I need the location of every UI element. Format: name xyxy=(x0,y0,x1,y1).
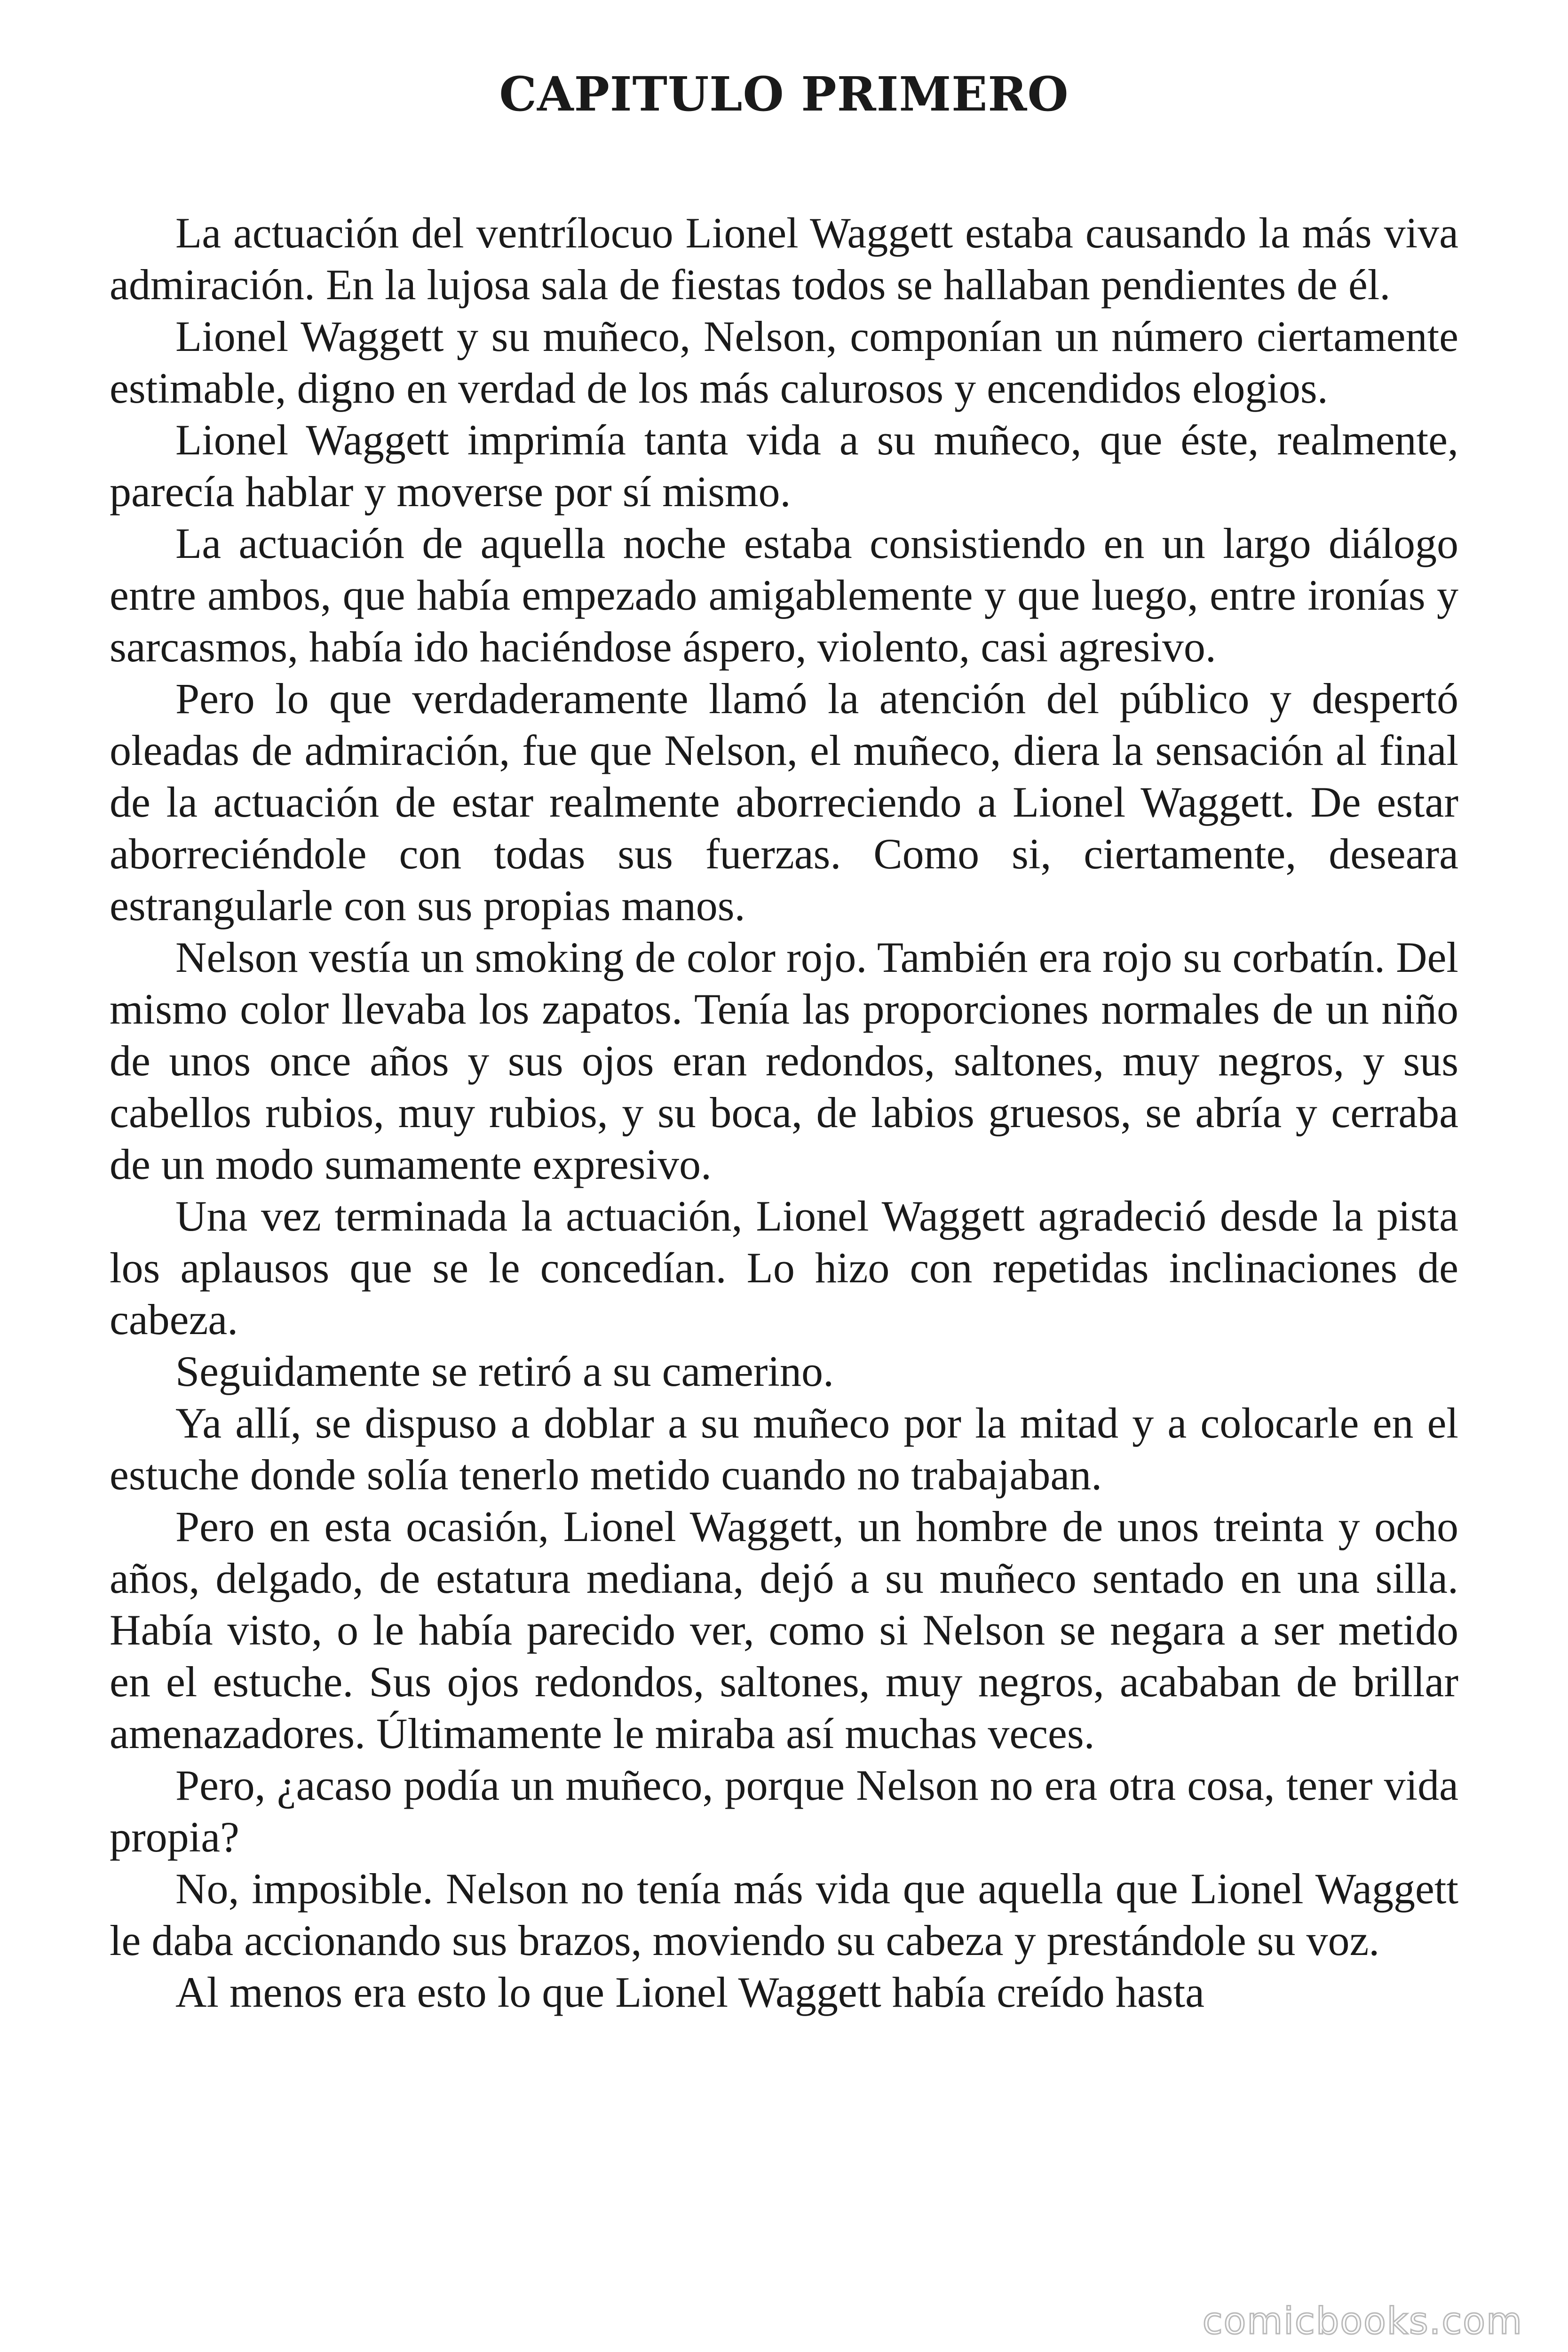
paragraph: No, imposible. Nelson no tenía más vida que aquella que Lionel Waggett le daba accionando sus brazos, moviendo su cabeza y prestándole su voz. xyxy=(110,1865,1458,1964)
watermark-logo: comicbooks.com xyxy=(1202,2300,1523,2343)
paragraph: Ya allí, se dispuso a doblar a su muñeco por la mitad y a colocarle en el estuche donde solía tenerlo metido cuando no trabajaban. xyxy=(110,1399,1458,1499)
paragraph: Seguidamente se retiró a su camerino. xyxy=(175,1347,834,1395)
paragraph: La actuación de aquella noche estaba consistiendo en un largo diálogo entre ambos, que había empezado amigablemente y que luego, entre ironías y sarcasmos, había ido haciéndose áspero, violento, casi agresivo. xyxy=(110,519,1458,671)
paragraph: Pero, ¿acaso podía un muñeco, porque Nelson no era otra cosa, tener vida propia? xyxy=(110,1761,1458,1861)
paragraph: Pero lo que verdaderamente llamó la atención del público y despertó oleadas de admiración, fue que Nelson, el muñeco, diera la sensación al final de la actuación de estar realmente aborreciendo a Lionel Waggett. De estar aborreciéndole con todas sus fuerzas. Como si, ciertamente, deseara estrangularle con sus propias manos. xyxy=(110,675,1458,930)
chapter-body xyxy=(110,207,1458,2018)
paragraph: Nelson vestía un smoking de color rojo. También era rojo su corbatín. Del mismo color llevaba los zapatos. Tenía las proporciones normales de un niño de unos once años y sus ojos eran redondos, saltones, muy negros, y sus cabellos rubios, muy rubios, y su boca, de labios gruesos, se abría y cerraba de un modo sumamente expresivo. xyxy=(110,933,1458,1188)
paragraph: Pero en esta ocasión, Lionel Waggett, un hombre de unos treinta y ocho años, delgado, de estatura mediana, dejó a su muñeco sentado en una silla. Había visto, o le había parecido ver, como si Nelson se negara a ser metido en el estuche. Sus ojos redondos, saltones, muy negros, acababan de brillar amenazadores. Últimamente le miraba así muchas veces. xyxy=(110,1502,1458,1757)
paragraph: Una vez terminada la actuación, Lionel Waggett agradeció desde la pista los aplausos que se le concedían. Lo hizo con repetidas inclinaciones de cabeza. xyxy=(110,1192,1458,1343)
paragraph: Lionel Waggett imprimía tanta vida a su muñeco, que éste, realmente, parecía hablar y moverse por sí mismo. xyxy=(110,416,1458,516)
paragraph: La actuación del ventrílocuo Lionel Waggett estaba causando la más viva admiración. En la lujosa sala de fiestas todos se hallaban pendientes de él. xyxy=(110,209,1458,309)
paragraph: Al menos era esto lo que Lionel Waggett había creído hasta xyxy=(175,1968,1204,2016)
paragraph: Lionel Waggett y su muñeco, Nelson, componían un número ciertamente estimable, digno en verdad de los más calurosos y encendidos elogios. xyxy=(110,312,1458,412)
chapter-title: CAPITULO PRIMERO xyxy=(499,66,1069,122)
